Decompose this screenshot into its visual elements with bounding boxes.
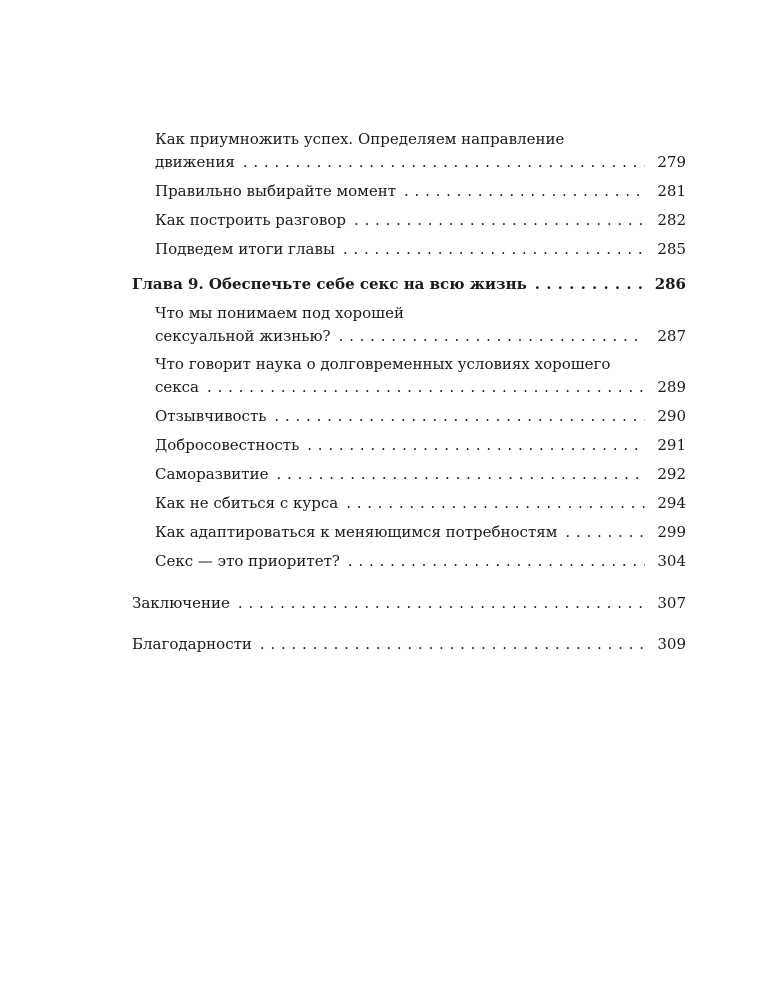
toc-entry [155,434,686,457]
toc-entry-title: Саморазвитие [155,465,269,483]
toc-entry-title: Благодарности [132,635,252,653]
dot-leader [260,633,645,656]
toc-entry-page: 279 [657,153,686,171]
toc-entry [155,209,686,232]
toc-entry-acknowledgements [132,633,686,656]
dot-leader [307,434,645,457]
toc-entry [155,492,686,515]
toc-entry-title: Отзывчивость [155,407,267,425]
toc-chapter-title: Глава 9. Обеспечьте себе секс на всю жизнь [132,275,527,293]
dot-leader [339,325,646,348]
dot-leader [346,492,645,515]
toc-entry [155,128,686,174]
toc-entry-title: Правильно выбирайте момент [155,182,396,200]
dot-leader [535,273,643,296]
toc-entry-title: Добросовестность [155,436,300,454]
dot-leader [274,405,645,428]
toc-entry [155,353,686,399]
dot-leader [238,592,645,615]
toc-entry-title: Секс — это приоритет? [155,552,340,570]
toc-entry [155,405,686,428]
toc-entry-title-line1: Что говорит наука о долговременных условиях хорошего [155,355,611,373]
toc-chapter-entry [132,273,686,296]
toc-entry-page: 291 [657,436,686,454]
toc-entry-page: 307 [657,594,686,612]
toc-entry [155,238,686,261]
toc-entry-title-line1: Что мы понимаем под хорошей [155,304,404,322]
toc-entry-page: 309 [657,635,686,653]
toc-entry [155,463,686,486]
toc-entry-page: 289 [657,378,686,396]
dot-leader [243,151,646,174]
toc-entry-page: 285 [657,240,686,258]
toc-entry-title: сексуальной жизнью? [155,327,331,345]
dot-leader [207,376,645,399]
toc-entry-page: 290 [657,407,686,425]
toc-entry-title: Заключение [132,594,230,612]
dot-leader [276,463,645,486]
dot-leader [348,550,645,573]
toc-entry-page: 304 [657,552,686,570]
toc-entry-page: 299 [657,523,686,541]
toc-entry-title: секса [155,378,199,396]
toc-entry-title: движения [155,153,235,171]
toc-entry-page: 281 [657,182,686,200]
toc-entry-conclusion [132,592,686,615]
toc-entry-title: Как построить разговор [155,211,346,229]
dot-leader [565,521,645,544]
toc-entry [155,521,686,544]
toc-entry-title: Подведем итоги главы [155,240,335,258]
toc-entry-page: 294 [657,494,686,512]
dot-leader [404,180,645,203]
toc-entry [155,180,686,203]
toc-entry [155,550,686,573]
dot-leader [354,209,645,232]
toc-entry-page: 292 [657,465,686,483]
toc-entry [155,302,686,348]
toc-entry-title-line1: Как приумножить успех. Определяем направление [155,130,565,148]
dot-leader [343,238,645,261]
toc-entry-title: Как адаптироваться к меняющимся потребностям [155,523,558,541]
toc-entry-page: 286 [654,275,686,293]
toc-entry-page: 282 [657,211,686,229]
toc-entry-page: 287 [657,327,686,345]
toc-entry-title: Как не сбиться с курса [155,494,339,512]
